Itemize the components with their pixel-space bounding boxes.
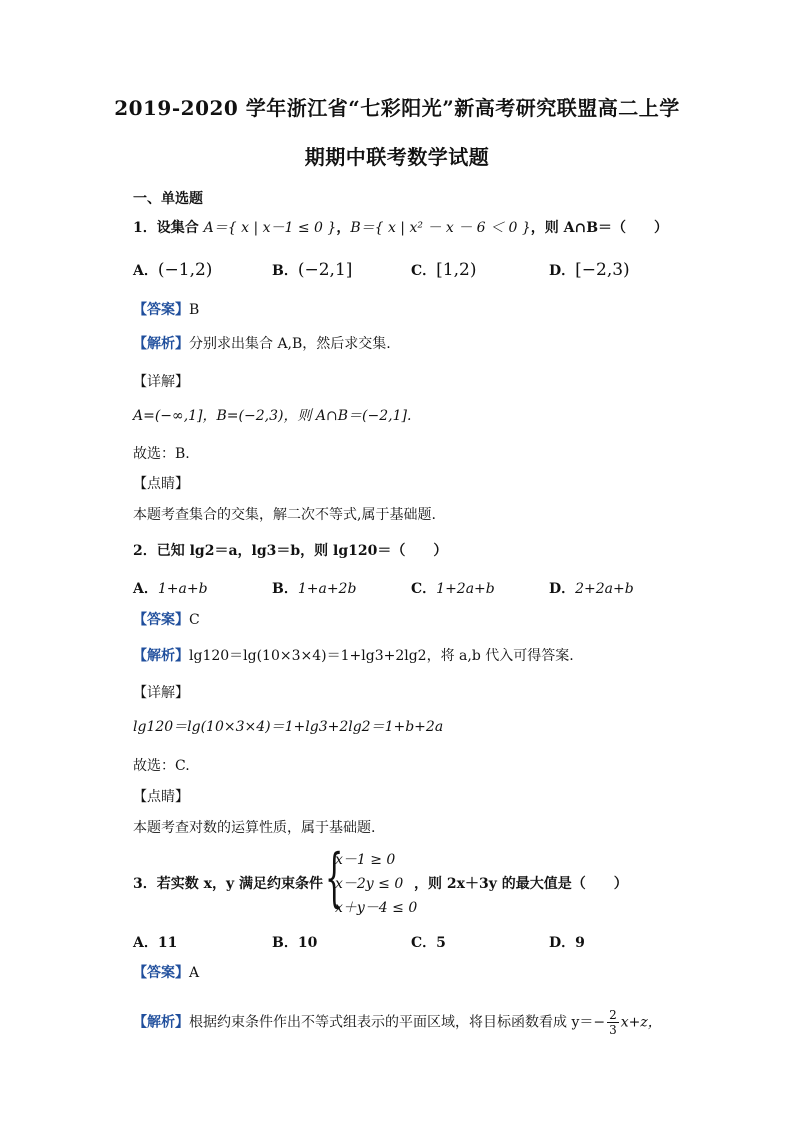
- q3-choice-b: B．10: [272, 935, 318, 951]
- q3-choice-c: C．5: [411, 935, 446, 951]
- q2-analysis: 【解析】lg120＝lg(10×3×4)＝1+lg3+2lg2，将 a,b 代入可得答案.: [133, 648, 574, 664]
- q3-fraction: $\frac{2}{3}$: [609, 1008, 617, 1037]
- q1-sep: ，: [336, 220, 351, 236]
- q1-comment-heading: 【点睛】: [133, 476, 189, 492]
- q1-choice-d: D．[−2,3): [549, 260, 630, 280]
- q3-choice-a: A．11: [133, 935, 178, 951]
- q3-constraint-1: x－1 ≥ 0: [335, 852, 396, 868]
- q1-choice-c: C．[1,2): [411, 260, 477, 280]
- title-line-2: 期期中联考数学试题: [304, 145, 490, 169]
- q3-constraint-2: x－2y ≤ 0: [335, 876, 404, 892]
- q2-detail-math: lg120＝lg(10×3×4)＝1+lg3+2lg2＝1+b+2a: [133, 719, 444, 735]
- q1-answer: 【答案】B: [133, 302, 200, 318]
- q1-conclusion: 故选：B.: [133, 446, 190, 462]
- q2-choice-b: B．1+a+2b: [272, 581, 357, 597]
- q2-choice-a: A．1+a+b: [133, 581, 208, 597]
- q3-choice-d: D．9: [549, 935, 585, 951]
- q1-stem-prefix: 1．设集合: [133, 220, 199, 236]
- q3-constraint-system: [325, 841, 425, 917]
- q1-set-b: B＝{ x | x² － x － 6 ＜ 0 }: [350, 220, 531, 236]
- q2-comment: 本题考查对数的运算性质，属于基础题.: [133, 820, 376, 836]
- q2-choice-c: C．1+2a+b: [411, 581, 495, 597]
- q3-analysis: 【解析】根据约束条件作出不等式组表示的平面区域，将目标函数看成 y＝− $\frac{2}{3}$ x+z，: [133, 1008, 662, 1037]
- q1-detail-heading: 【详解】: [133, 374, 189, 390]
- q2-comment-heading: 【点睛】: [133, 789, 189, 805]
- q3-stem-prefix: 3．若实数 x，y 满足约束条件: [133, 876, 323, 892]
- q1-detail-math: A=(−∞,1]，B=(−2,3)，则 A∩B＝(−2,1].: [133, 408, 412, 424]
- q1-choice-b: B．(−2,1]: [272, 260, 353, 280]
- q2-conclusion: 故选：C.: [133, 758, 190, 774]
- q3-stem-suffix: ，则 2x＋3y 的最大值是（ ）: [414, 876, 628, 892]
- q3-answer: 【答案】A: [133, 965, 200, 981]
- q1-set-a: A＝{ x | x－1 ≤ 0 }: [203, 220, 337, 236]
- q1-choice-a: A．(−1,2): [133, 260, 213, 280]
- q1-comment: 本题考查集合的交集，解二次不等式,属于基础题.: [133, 507, 436, 523]
- q1-stem-suffix: ，则 A∩B＝（ ）: [530, 220, 669, 236]
- q1-stem: [133, 217, 668, 237]
- q2-detail-heading: 【详解】: [133, 685, 189, 701]
- q2-stem: 2．已知 lg2＝a，lg3＝b，则 lg120＝（ ）: [133, 543, 448, 559]
- q3-brace: {: [325, 841, 344, 915]
- q2-answer: 【答案】C: [133, 612, 200, 628]
- q3-constraint-3: x＋y－4 ≤ 0: [335, 900, 418, 916]
- title-line-1: 2019-2020 学年浙江省“七彩阳光”新高考研究联盟高二上学: [114, 96, 680, 120]
- q2-choice-d: D．2+2a+b: [549, 581, 634, 597]
- section-heading: 一、单选题: [133, 191, 203, 207]
- q1-analysis: 【解析】分别求出集合 A,B，然后求交集.: [133, 336, 391, 352]
